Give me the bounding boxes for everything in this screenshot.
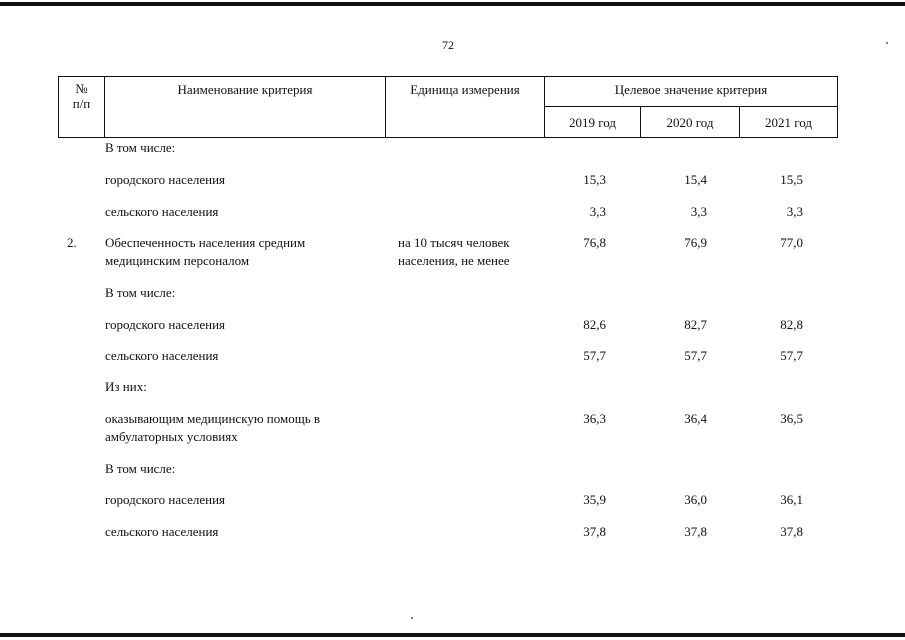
value-2021: 3,3 — [786, 204, 803, 219]
value-2021: 82,8 — [780, 317, 803, 332]
header-number: № — [75, 81, 88, 96]
row-label: В том числе: — [105, 140, 176, 155]
row-label: сельского населения — [105, 204, 219, 219]
value-2021: 36,5 — [780, 411, 803, 426]
row-label: В том числе: — [105, 461, 176, 476]
value-2020: 76,9 — [684, 235, 707, 250]
value-2019: 3,3 — [589, 204, 606, 219]
value-2019: 37,8 — [583, 524, 606, 539]
value-2021: 77,0 — [780, 235, 803, 250]
value-2020: 37,8 — [684, 524, 707, 539]
row-label: В том числе: — [105, 285, 176, 300]
value-2019: 35,9 — [583, 492, 606, 507]
value-2021: 15,5 — [780, 172, 803, 187]
row-number: 2. — [67, 235, 77, 250]
value-2020: 3,3 — [690, 204, 707, 219]
scan-speck — [411, 617, 413, 619]
value-2021: 37,8 — [780, 524, 803, 539]
value-2021: 36,1 — [780, 492, 803, 507]
row-label: городского населения — [105, 172, 226, 187]
row-label-line2: амбулаторных условиях — [105, 429, 238, 444]
row-label: городского населения — [105, 317, 226, 332]
row-label: Обеспеченность населения средним — [105, 235, 306, 250]
value-2019: 57,7 — [583, 348, 606, 363]
scan-speck — [886, 42, 888, 44]
header-year-2019: 2019 год — [569, 115, 616, 130]
header-target-value: Целевое значение критерия — [614, 82, 768, 97]
top-border-rule — [0, 2, 905, 6]
value-2020: 15,4 — [684, 172, 707, 187]
row-label: городского населения — [105, 492, 226, 507]
value-2019: 36,3 — [583, 411, 606, 426]
header-number-sub: п/п — [72, 96, 91, 111]
row-label: оказывающим медицинскую помощь в — [105, 411, 321, 426]
value-2019: 76,8 — [583, 235, 606, 250]
row-label-line2: медицинским персоналом — [105, 253, 250, 268]
row-label: сельского населения — [105, 524, 219, 539]
value-2020: 82,7 — [684, 317, 707, 332]
page-number: 72 — [442, 38, 454, 52]
bottom-border-rule — [0, 633, 905, 637]
row-label: сельского населения — [105, 348, 219, 363]
header-year-2021: 2021 год — [765, 115, 812, 130]
header-criterion-name: Наименование критерия — [177, 82, 313, 97]
value-2019: 82,6 — [583, 317, 606, 332]
row-label: Из них: — [105, 379, 147, 394]
value-2020: 57,7 — [684, 348, 707, 363]
row-unit: на 10 тысяч человек — [398, 235, 510, 250]
value-2021: 57,7 — [780, 348, 803, 363]
value-2019: 15,3 — [583, 172, 606, 187]
value-2020: 36,4 — [684, 411, 707, 426]
header-year-2020: 2020 год — [666, 115, 714, 130]
value-2020: 36,0 — [684, 492, 707, 507]
row-unit-line2: населения, не менее — [398, 253, 510, 268]
table-header — [58, 76, 838, 138]
header-unit: Единица измерения — [410, 82, 520, 97]
